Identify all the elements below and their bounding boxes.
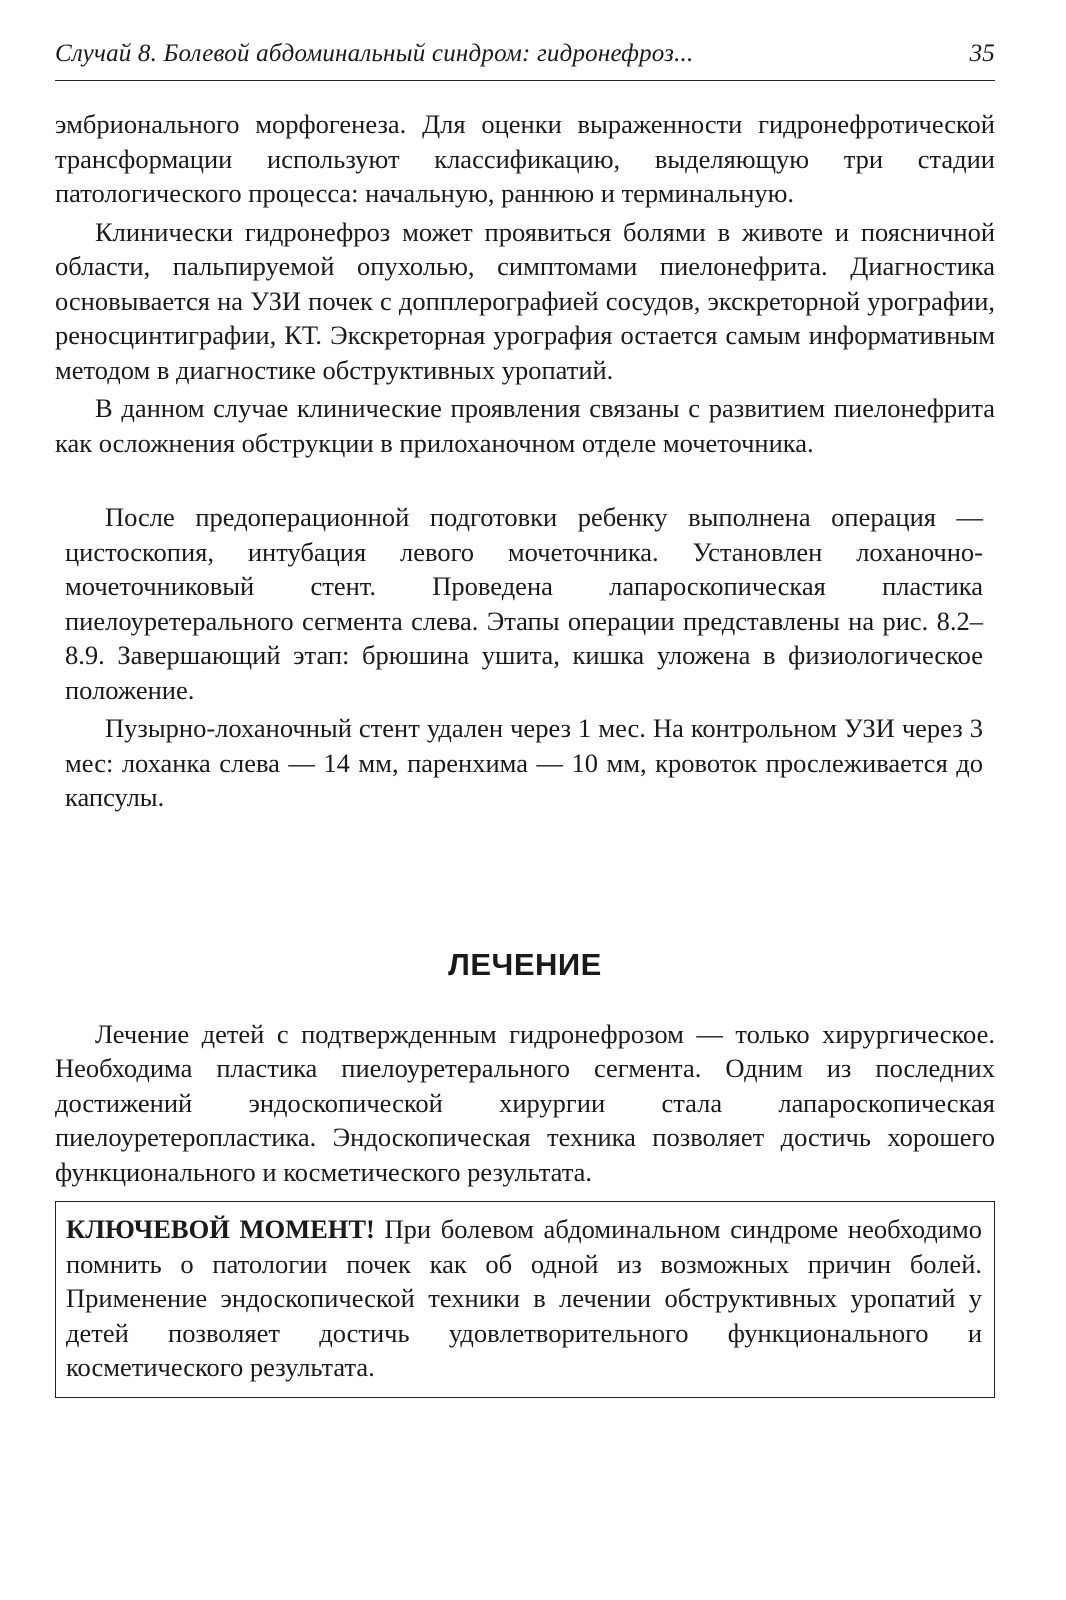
case-description <box>55 500 995 815</box>
book-page <box>55 40 995 1398</box>
key-point-label: КЛЮЧЕВОЙ МОМЕНТ! <box>66 1214 375 1244</box>
running-title: Случай 8. Болевой абдоминальный синдром: гидронефроз... <box>55 40 694 67</box>
case-paragraph-1: После предоперационной подготовки ребенку выполнена операция — цистоскопия, интубация левого мочеточника. Установлен лоханочно-мочеточниковый стент. Проведена лапароскопическая пластика пиелоуретерального сегмента слева. Этапы операции представлены на рис. 8.2–8.9. Завершающий этап: брюшина ушита, кишка уложена в физиологическое положение. <box>65 502 983 705</box>
key-point-box <box>55 1201 995 1398</box>
treatment-text <box>55 1017 995 1190</box>
intro-paragraph-3: В данном случае клинические проявления связаны с развитием пиелонефрита как осложнения обструкции в прилоханочном отделе мочеточника. <box>55 393 995 458</box>
intro-paragraph-1: эмбрионального морфогенеза. Для оценки выраженности гидронефротической трансформации используют классификацию, выделяющую три стадии патологического процесса: начальную, раннюю и терминальную. <box>55 109 995 208</box>
case-paragraph-2: Пузырно-лоханочный стент удален через 1 мес. На контрольном УЗИ через 3 мес: лоханка слева — 14 мм, паренхима — 10 мм, кровоток прослеживается до капсулы. <box>65 713 983 812</box>
intro-text <box>55 107 995 460</box>
page-number: 35 <box>969 40 995 67</box>
key-point-text: При болевом абдоминальном синдроме необходимо помнить о патологии почек как об одной из возможных причин болей. Применение эндоскопической техники в лечении обструктивных уропатий у детей позволяет достичь удовлетворительного функционального и косметического результата. <box>66 1214 982 1382</box>
treatment-paragraph: Лечение детей с подтвержденным гидронефрозом — только хирургическое. Необходима пластика пиелоуретерального сегмента. Одним из последних достижений эндоскопической хирургии стала лапароскопическая пиелоуретеропластика. Эндоскопическая техника позволяет достичь хорошего функционального и косметического результата. <box>55 1018 995 1187</box>
running-header <box>55 40 995 81</box>
section-title-treatment: ЛЕЧЕНИЕ <box>448 946 602 982</box>
intro-paragraph-2: Клинически гидронефроз может проявиться болями в животе и поясничной области, пальпируемой опухолью, симптомами пиелонефрита. Диагностика основывается на УЗИ почек с допплерографией сосудов, экскреторной урографии, реносцинтиграфии, КТ. Экскреторная урография остается самым информативным методом в диагностике обструктивных уропатий. <box>55 216 995 385</box>
